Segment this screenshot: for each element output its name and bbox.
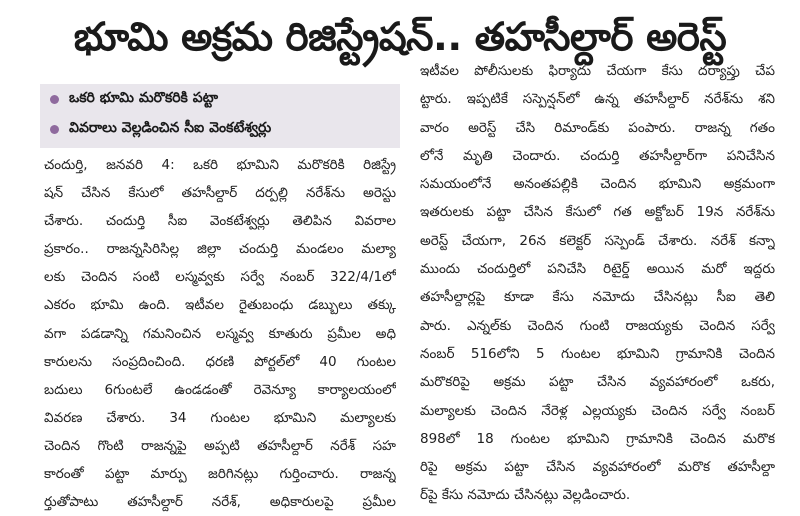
article-line: పారు. ఎన్నల్‌కు చెందిన గుంటి రాజయ్యకు చెందిన సర్వే xyxy=(420,317,775,334)
article-line: ర్‌పై కేసు నమోదు చేసినట్లు వెల్లడించారు. xyxy=(420,487,631,504)
article-line: చందుర్తి, జనవరి 4: ఒకరి భూమిని మరొకరికి రిజిస్ట్రే xyxy=(44,157,396,173)
article-line: 898లో 18 గుంటల భూమిని గ్రామానికి చెందిన మరొక xyxy=(420,430,775,447)
article-line: ప్రకారం.. రాజన్నసిరిసిల్ల జిల్లా చందుర్తి మండలం మల్యా xyxy=(44,241,396,258)
headline: భూమి అక్రమ రిజిస్ట్రేషన్.. తహసీల్దార్ అరెస్ట్ xyxy=(73,15,727,60)
article-line: కారులను సంప్రదించింది. ధరణి పోర్టల్‌లో 40 గుంటల xyxy=(44,353,396,370)
subhead-item xyxy=(50,120,271,139)
article-line: బదులు 6గుంటలే ఉండడంతో రెవెన్యూ కార్యాలయంలో xyxy=(44,381,396,398)
bullet-icon xyxy=(50,95,59,104)
article-line: రిపై అక్రమ పట్టా చేసిన వ్యవహారంలో మరొక తహసీల్దా xyxy=(420,459,775,476)
article-line: మల్యాలకు చెందిన నేరెళ్ల ఎల్లయ్యకు చెందిన సర్వే నంబర్ xyxy=(420,402,775,419)
article-line: చెందిన గొంటి రాజన్నపై అప్పటి తహసీల్దార్ నరేశ్ సహ xyxy=(44,437,396,454)
article-column-left xyxy=(44,151,396,516)
article-line: చేశారు. చందుర్తి సీఐ వెంకటేశ్వర్లు తెలిపిన వివరాల xyxy=(44,213,396,230)
article-line: కారంతో పట్టా మార్పు జరిగినట్లు గుర్తించారు. రాజన్న xyxy=(44,466,396,483)
article-line: లకు చెందిన సంటి లస్మవ్వకు సర్వే నంబర్ 322/4/1లో xyxy=(44,269,396,286)
article-line: షన్ చేసిన కేసులో తహసీల్దార్ దర్పల్లి నరేశ్‌ను అరెస్టు xyxy=(44,185,396,202)
article-line: మరొకరిపై అక్రమ పట్టా చేసిన వ్యవహారంలో ఒకరు, xyxy=(420,374,775,391)
article-line: ఇతరులకు పట్టా చేసిన కేసులో గత అక్టోబర్ 19న నరేశ్‌ను xyxy=(420,204,775,221)
article-line: ఇటీవల పోలీసులకు ఫిర్యాదు చేయగా కేసు దర్యాప్తు చేప xyxy=(420,63,775,79)
article-line: లోనే మృతి చెందారు. చందుర్తి తహసీల్దార్‌గా పనిచేసిన xyxy=(420,147,775,164)
article-line: వగా పడడాన్ని గమనించిన లస్మవ్వ కూతురు ప్రమీల అధి xyxy=(44,325,396,342)
article-line: నంబర్ 516లోని 5 గుంటల భూమిని గ్రామానికి చెందిన xyxy=(420,345,775,362)
article-line: వారం అరెస్ట్ చేసి రిమాండ్‌కు పంపారు. రాజన్న గతం xyxy=(420,119,775,136)
article-line: అరెస్ట్ చేయగా, 26న కలెక్టర్ సస్పెండ్ చేశారు. నరేశ్ కన్నా xyxy=(420,232,775,249)
article-line: ఎకరం భూమి ఉంది. ఇటీవల రైతుబంధు డబ్బులు తక్కు xyxy=(44,297,396,314)
article-line: ముందు చందుర్తిలో పనిచేసి రిటైర్డ్ అయిన మరో ఇద్దరు xyxy=(420,261,775,278)
article-line: ట్టారు. ఇప్పటికే సస్పెన్షన్‌లో ఉన్న తహసీల్దార్ నరేశ్‌ను శని xyxy=(420,91,775,108)
article-line: సమయంలోనే అనంతపల్లికి చెందిన భూమిని అక్రమంగా xyxy=(420,176,775,193)
article-column-right xyxy=(420,57,775,510)
article-line: వివరణ చేశారు. 34 గుంటల భూమిని మల్యాలకు xyxy=(44,409,396,426)
article-line: తహసీల్దార్లపై కూడా కేసు నమోదు చేసినట్లు సీఐ తెలి xyxy=(420,289,775,306)
article-line: ర్తుతోపాటు తహసీల్దార్ నరేశ్, అధికారులపై ప్రమీల xyxy=(44,494,396,511)
subhead-box xyxy=(40,84,400,148)
subhead-text: వివరాలు వెల్లడించిన సీఐ వెంకటేశ్వర్లు xyxy=(69,120,272,136)
subhead-text: ఒకరి భూమి మరొకరికి పట్టా xyxy=(69,90,218,106)
subhead-item xyxy=(50,90,218,109)
bullet-icon xyxy=(50,125,59,134)
